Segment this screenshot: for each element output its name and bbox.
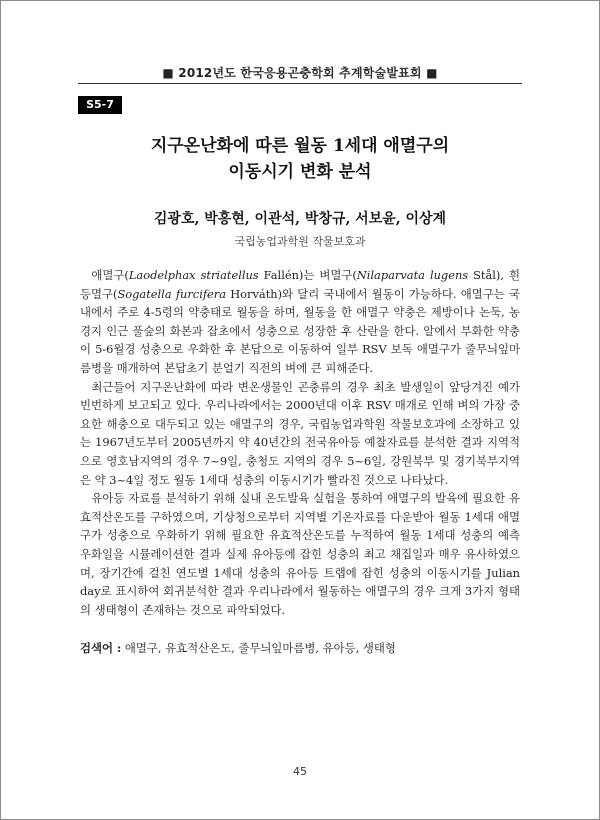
paper-code-badge: S5-7 [78,96,122,114]
keywords [80,640,520,656]
abstract-paragraph: 최근들어 지구온난화에 따라 변온생물인 곤충류의 경우 최초 발생일이 앞당겨진 예가 빈번하게 보고되고 있다. 우리나라에서는 2000년대 이후 RSV 매개로 인해 벼의 가장 중요한 해충으로 대두되고 있는 애멸구의 경우, 국립농업과학원 작물보호과에 소장하고 있는 1967년도부터 2005년까지 약 40년간의 전국유아등 예찰자료를 분석한 결과 지역적으로 영호남지역의 경우 7~9일, 충청도 지역의 경우 5~6일, 강원북부 및 경기북부지역은 약 3~4일 정도 월동 1세대 성충의 이동시기가 빨라진 것으로 나타났다. [80,379,520,487]
author-list: 김광호, 박홍현, 이관석, 박창규, 서보윤, 이상계 [153,211,447,227]
header-rule [78,83,522,84]
title-line-1: 지구온난화에 따른 월동 1세대 애멸구의 [150,136,450,156]
title-line-2: 이동시기 변화 분석 [228,162,372,182]
keywords-label: 검색어 : [80,641,122,655]
abstract-body [80,266,520,619]
page-number: 45 [293,765,307,778]
conference-header: ■ 2012년도 한국응용곤충학회 추계학술발표회 ■ [162,66,438,80]
abstract-paragraph: 유아등 자료를 분석하기 위해 실내 온도발육 실험을 통하여 애멸구의 발육에 필요한 유효적산온도를 구하였으며, 기상청으로부터 지역별 기온자료를 다운받아 월동 1세대 애멸구가 성충으로 우화하기 위해 필요한 유효적산온도를 누적하여 월동 1세대 성충의 예측 우화일을 시뮬레이션한 결과 실제 유아등에 잡힌 성충의 최고 채집일과 매우 유사하였으며, 장기간에 걸친 연도별 1세대 성충의 유아등 트랩에 잡힌 성충의 이동시기를 Julian day로 표시하여 회귀분석한 결과 우리나라에서 월동하는 애멸구의 경우 크게 3가지 형태의 생태형이 존재하는 것으로 파악되었다. [80,491,520,617]
abstract-paragraph: 애멸구(Laodelphax striatellus Fallén)는 벼멸구(Nilaparvata lugens Stål), 흰등멸구(Sogatella furcifera Horváth)와 달리 국내에서 월동이 가능하다. 애멸구는 국내에서 주로 4-5령의 약충태로 월동을 하며, 월동을 한 애멸구 약충은 제방이나 논둑, 농경지 인근 풀숲의 화본과 잡초에서 성충으로 성장한 후 산란을 한다. 알에서 부화한 약충이 5-6월경 성충으로 우화한 후 본답으로 이동하여 일부 RSV 보독 애멸구가 줄무늬잎마름병을 매개하여 본답초기 분얼기 직전의 벼에 큰 피해준다. [80,268,520,375]
keywords-values: 애멸구, 유효적산온도, 줄무늬잎마름병, 유아등, 생태형 [124,641,396,655]
paper-title [78,133,522,185]
affiliation: 국립농업과학원 작물보호과 [234,235,366,248]
